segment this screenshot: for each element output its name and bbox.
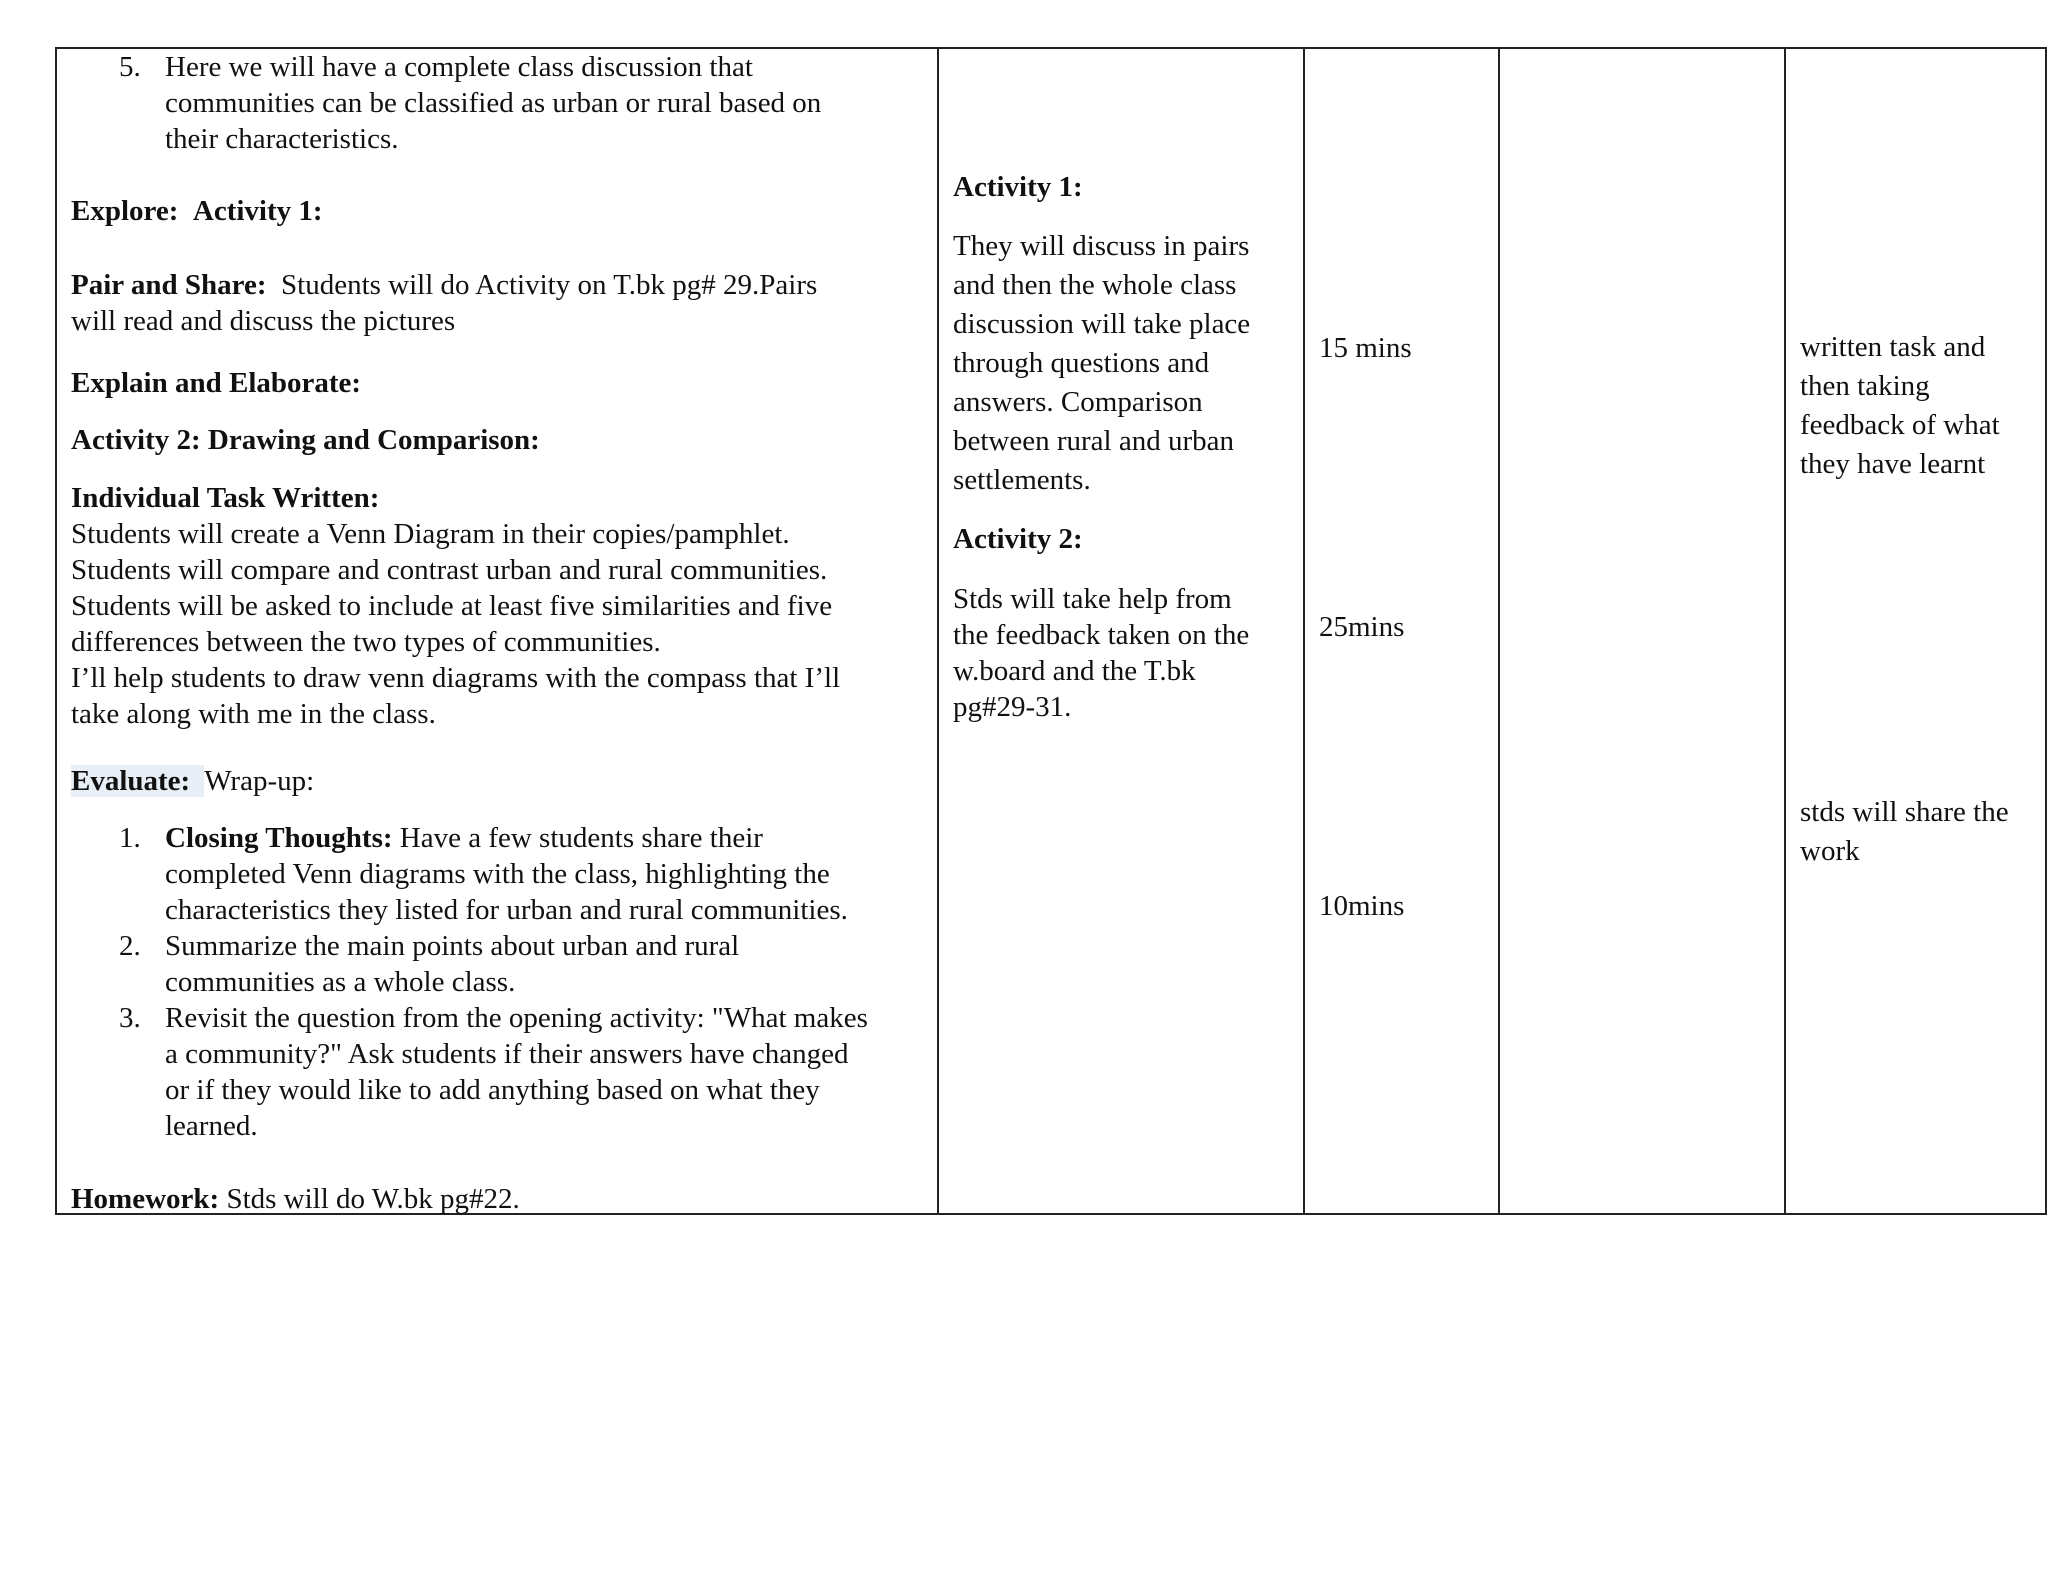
text-line: take along with me in the class. — [71, 698, 436, 730]
explore-heading — [71, 193, 323, 229]
assessment-cell — [1785, 48, 2046, 1214]
text-line: settlements. — [953, 464, 1091, 496]
text-line: feedback of what — [1800, 409, 2000, 441]
evaluate-item-2 — [165, 928, 739, 1000]
text-line: answers. Comparison — [953, 386, 1203, 418]
text-line: Here we will have a complete class discussion that — [165, 51, 753, 83]
intro-item-text — [165, 49, 821, 157]
text-line: will read and discuss the pictures — [71, 305, 456, 337]
evaluate-item-3 — [165, 1000, 868, 1144]
text-line: Students will create a Venn Diagram in their copies/pamphlet. — [71, 518, 790, 550]
pair-share-block — [71, 267, 817, 339]
homework-line — [71, 1181, 520, 1217]
list-number: 3. — [119, 1002, 141, 1034]
evaluate-label: Evaluate: — [71, 765, 204, 797]
time-activity1: 15 mins — [1319, 332, 1412, 364]
text-line: their characteristics. — [165, 123, 399, 155]
resources-cell — [1499, 48, 1785, 1214]
evaluate-text: Wrap-up: — [204, 765, 315, 797]
text-line: or if they would like to add anything based on what they — [165, 1074, 820, 1106]
text-line: Summarize the main points about urban and rural — [165, 930, 740, 962]
text-line: written task and — [1800, 331, 1986, 363]
text-line: completed Venn diagrams with the class, highlighting the — [165, 858, 830, 890]
text-line: communities as a whole class. — [165, 966, 516, 998]
explore-label: Explore: — [71, 195, 179, 227]
text-line: Students will be asked to include at least five similarities and five — [71, 590, 833, 622]
task-heading: Individual Task Written: — [71, 482, 380, 514]
lesson-plan-table — [55, 47, 2047, 1215]
text-line: They will discuss in pairs — [953, 230, 1250, 262]
text-line: Students will do Activity on T.bk pg# 29.Pairs — [281, 269, 818, 301]
evaluate-item-1 — [165, 820, 848, 928]
text-line: Have a few students share their — [399, 822, 763, 854]
text-line: they have learnt — [1800, 448, 1986, 480]
methods-cell — [938, 48, 1304, 1214]
method-activity1-text — [953, 227, 1250, 500]
text-line: and then the whole class — [953, 269, 1237, 301]
text-line: then taking — [1800, 370, 1930, 402]
pair-share-label: Pair and Share: — [71, 269, 267, 301]
list-number: 1. — [119, 822, 141, 854]
method-activity2-heading: Activity 2: — [953, 523, 1083, 555]
evaluate-heading — [71, 763, 314, 799]
method-activity1-heading: Activity 1: — [953, 171, 1083, 203]
activity2-heading: Activity 2: Drawing and Comparison: — [71, 424, 540, 456]
text-line: characteristics they listed for urban and rural communities. — [165, 894, 848, 926]
text-line: between rural and urban — [953, 425, 1235, 457]
text-line: learned. — [165, 1110, 258, 1142]
text-line: I’ll help students to draw venn diagrams with the compass that I’ll — [71, 662, 841, 694]
table-row — [56, 48, 2046, 1214]
text-line: w.board and the T.bk — [953, 655, 1196, 687]
method-activity2-text — [953, 581, 1249, 725]
assessment-block-1 — [1800, 328, 2000, 484]
text-line: work — [1800, 835, 1860, 867]
homework-label: Homework: — [71, 1183, 220, 1215]
text-line: pg#29-31. — [953, 691, 1072, 723]
explore-activity: Activity 1: — [192, 195, 323, 227]
text-line: a community?" Ask students if their answers have changed — [165, 1038, 849, 1070]
explain-heading: Explain and Elaborate: — [71, 367, 362, 399]
individual-task-block — [71, 480, 840, 732]
homework-text: Stds will do W.bk pg#22. — [226, 1183, 520, 1215]
list-number: 2. — [119, 930, 141, 962]
list-number: 5. — [119, 51, 141, 83]
text-line: through questions and — [953, 347, 1210, 379]
text-line: Revisit the question from the opening activity: "What makes — [165, 1002, 868, 1034]
text-line: the feedback taken on the — [953, 619, 1250, 651]
procedure-cell — [56, 48, 938, 1214]
text-line: communities can be classified as urban or rural based on — [165, 87, 822, 119]
assessment-block-2 — [1800, 793, 2009, 871]
text-line: discussion will take place — [953, 308, 1251, 340]
time-activity2: 25mins — [1319, 611, 1405, 643]
text-line: differences between the two types of communities. — [71, 626, 661, 658]
closing-thoughts-label: Closing Thoughts: — [165, 822, 393, 854]
text-line: Stds will take help from — [953, 583, 1232, 615]
time-cell — [1304, 48, 1499, 1214]
text-line: Students will compare and contrast urban and rural communities. — [71, 554, 828, 586]
time-wrap-up: 10mins — [1319, 890, 1405, 922]
text-line: stds will share the — [1800, 796, 2009, 828]
